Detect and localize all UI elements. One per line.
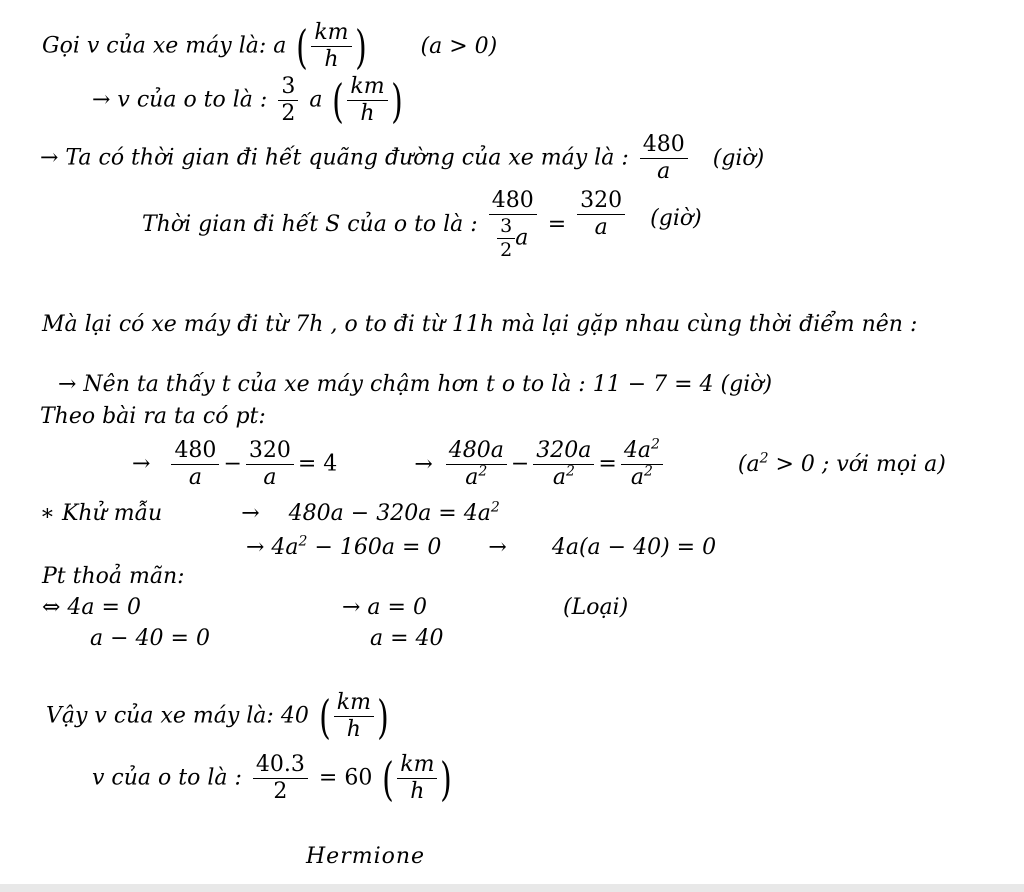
equals-sign: =: [547, 212, 567, 237]
line-1: [42, 19, 498, 74]
line-13: [90, 628, 210, 650]
fraction-480a-over-a2: $\frac{480a}{a^2}$: [446, 440, 507, 489]
equation-quadratic: → $4a^2 - 160a = 0$: [246, 533, 442, 560]
line-14: [46, 689, 392, 744]
line-11: [42, 566, 185, 588]
unit-fraction: $\frac{km}{h}$: [311, 22, 351, 71]
arrow: →: [488, 535, 507, 560]
line-14-text: Vậy v của xe máy là: 40: [46, 703, 309, 729]
left-paren: (: [332, 73, 345, 128]
fraction-three-halves: $\frac{3}{2}$: [278, 76, 298, 125]
condition-a-positive: (a > 0): [420, 33, 498, 59]
unit-fraction: $\frac{km}{h}$: [334, 692, 374, 741]
equation-remove-denominator: $480a - 320a = 4a^2$: [288, 499, 500, 526]
line-9: [40, 499, 500, 526]
line-9-text: ∗ Khử mẫu: [40, 501, 163, 526]
rejected-label: (Loại): [563, 595, 629, 620]
case-a-minus-40: a − 40 = 0: [90, 626, 210, 651]
line-6-text: → Nên ta thấy t của xe máy chậm hơn t o to là : 11 − 7 = 4 (giờ): [58, 372, 773, 397]
line-5-text: Mà lại có xe máy đi từ 7h , o to đi từ 11h mà lại gặp nhau cùng thời điểm nên :: [42, 312, 918, 337]
line-8: → $\frac{480}{a}$ − $\frac{320}{a}$ = 4 → $\frac{480a}{a^2}$ − $\frac{320a}{a^2}$ = $\frac{4a^2}{a^2}$ ($a^2 > 0$ ; với mọi a): [132, 436, 946, 490]
bottom-divider: [0, 884, 1024, 892]
line-4-text: Thời gian đi hết S của o to là :: [142, 212, 478, 237]
arrow: →: [414, 451, 433, 477]
right-paren: ): [390, 73, 403, 128]
line-3-text: → Ta có thời gian đi hết quãng đường của xe máy là :: [40, 145, 629, 171]
unit-hours: (giờ): [712, 145, 765, 171]
line-12c: [563, 597, 628, 619]
unit-fraction: $\frac{km}{h}$: [397, 754, 437, 803]
right-paren: ): [440, 751, 453, 806]
fraction-320-over-a: $\frac{320}{a}$: [246, 440, 294, 489]
line-13b: [370, 628, 444, 650]
result-a-40: a = 40: [370, 626, 444, 651]
line-11-text: Pt thoả mãn:: [42, 564, 185, 589]
fraction-480-over-3-2-a: 480 $\frac{3}{2}$ a: [489, 190, 537, 260]
signature: [306, 846, 425, 868]
condition-a-squared: ($a^2 > 0$ ; với mọi a): [737, 450, 946, 477]
line-1-text: Gọi v của xe máy là:: [42, 33, 267, 59]
fraction-40-3-over-2: $\frac{40.3}{2}$: [253, 754, 308, 803]
left-paren: (: [318, 689, 331, 744]
result-a-zero: → a = 0: [342, 595, 427, 620]
unit-hours: (giờ): [650, 206, 702, 231]
line-10: [246, 533, 717, 560]
line-2-text: → v của o to là :: [92, 87, 268, 113]
line-15: v của o to là : $\frac{40.3}{2}$ = 60 ( $\frac{km}{h}$ ): [92, 751, 453, 806]
line-12b: [342, 597, 427, 619]
right-paren: ): [377, 689, 389, 744]
var-a: a: [309, 87, 323, 113]
line-7-text: Theo bài ra ta có pt:: [40, 404, 266, 429]
line-7: [40, 406, 266, 428]
var-a: a: [273, 33, 287, 59]
arrow: →: [132, 451, 151, 477]
line-6: [58, 374, 772, 396]
left-paren: (: [382, 751, 395, 806]
fraction-4a2-over-a2: $\frac{4a^2}{a^2}$: [621, 440, 663, 489]
line-2: [92, 73, 406, 128]
equation-factored: 4a(a − 40) = 0: [551, 535, 717, 560]
fraction-480-over-a: $\frac{480}{a}$: [640, 134, 688, 183]
fraction-320-over-a: $\frac{320}{a}$: [577, 190, 625, 239]
left-paren: (: [296, 19, 309, 74]
line-5: [42, 314, 917, 336]
fraction-320a-over-a2: $\frac{320a}{a^2}$: [533, 440, 594, 489]
fraction-480-over-a: $\frac{480}{a}$: [171, 440, 219, 489]
line-12: [42, 597, 141, 619]
line-4: [142, 190, 702, 260]
line-3: [40, 134, 764, 183]
case-4a-zero: ⇔ 4a = 0: [42, 595, 141, 620]
fraction-three-halves: $\frac{3}{2}$: [497, 217, 515, 260]
right-paren: ): [354, 19, 367, 74]
unit-fraction: $\frac{km}{h}$: [347, 76, 387, 125]
arrow: →: [241, 501, 260, 526]
signature-text: Hermione: [306, 844, 426, 869]
line-15-text: v của o to là :: [92, 765, 242, 791]
